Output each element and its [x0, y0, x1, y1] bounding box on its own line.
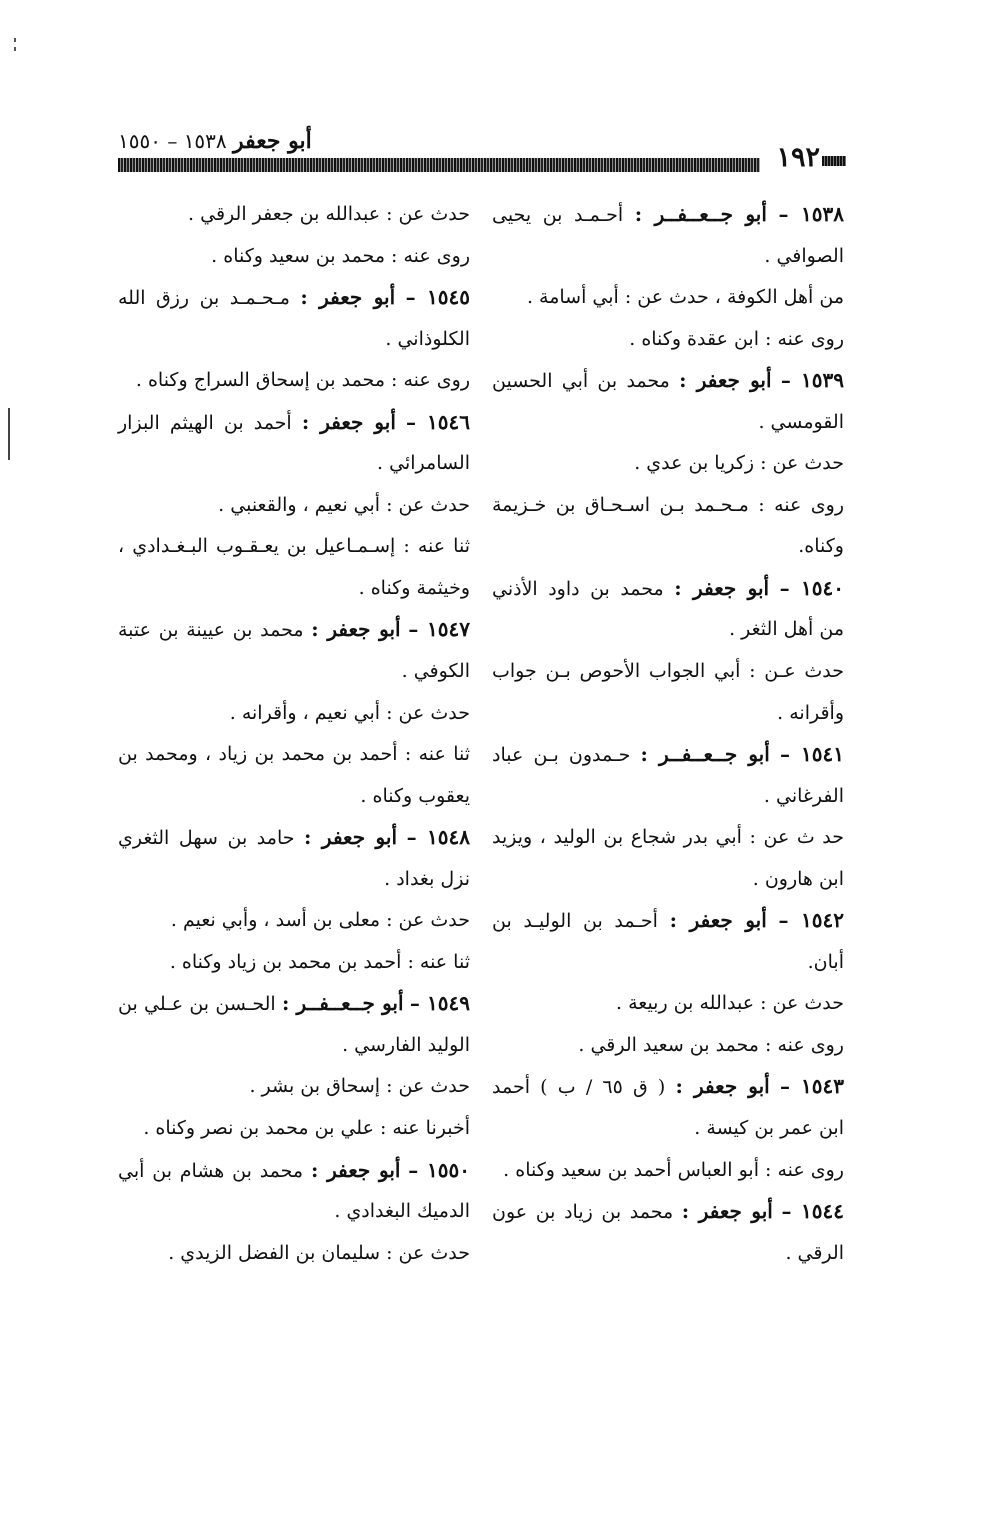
line-text: الحـسن بن عـلي بن	[118, 993, 276, 1016]
entry-heading-line	[492, 1066, 844, 1108]
text-line	[492, 485, 844, 527]
entry-number: ١٥٤٧ –	[408, 617, 470, 642]
running-title	[118, 128, 312, 154]
line-text: نزل بغداد .	[384, 867, 470, 890]
line-text: حدث عن : عبدالله بن ربيعة .	[616, 992, 844, 1015]
entry-heading-line	[118, 402, 470, 444]
entry-heading-line	[118, 609, 470, 651]
running-title-range: ١٥٣٨ – ١٥٥٠	[118, 129, 227, 153]
line-text: ثنا عنه : أحمد بن محمد بن زياد وكناه .	[169, 950, 470, 973]
line-text: الصوافي .	[764, 244, 844, 267]
text-line	[492, 609, 844, 651]
line-text: القومسي .	[758, 410, 844, 433]
header-rule-tab	[822, 156, 846, 166]
line-text: ابن عمر بن كيسة .	[694, 1117, 844, 1140]
text-line	[118, 1233, 470, 1275]
line-text: ( ق ٦٥ / ب ) أحمد	[492, 1076, 666, 1099]
line-text: حدث عن : معلى بن أسد ، وأبي نعيم .	[170, 909, 470, 932]
line-text: حدث عن : أبي نعيم ، وأقرانه .	[229, 701, 470, 724]
entry-kunya: أبو جــعــفــر :	[281, 991, 404, 1016]
text-line	[492, 443, 844, 485]
line-text: روى عنه : محمد بن إسحاق السراج وكناه .	[135, 369, 470, 392]
text-line	[492, 651, 844, 693]
text-line	[118, 1108, 470, 1150]
line-text: أخبرنا عنه : علي بن محمد بن نصر وكناه .	[143, 1117, 470, 1140]
entry-kunya: أبو جعفر :	[674, 575, 770, 600]
line-text: حدث عن : عبدالله بن جعفر الرقي .	[188, 203, 470, 225]
entry-heading-line	[118, 817, 470, 859]
text-line	[118, 526, 470, 568]
text-line	[492, 277, 844, 319]
line-text: ثنا عنه : إسـمـاعيل بن يعـقـوب البـغـدادي ،	[118, 535, 470, 558]
header-rule	[118, 158, 760, 172]
text-line	[118, 1191, 470, 1233]
text-line	[118, 568, 470, 610]
line-text: حد ث عن : أبي بدر شجاع بن الوليد ، ويزيد	[492, 826, 844, 849]
entry-number: ١٥٥٠ –	[408, 1157, 470, 1182]
line-text: حدث عن : زكريا بن عدي .	[634, 452, 844, 475]
entry-number: ١٥٤٨ –	[406, 825, 471, 850]
text-line	[118, 900, 470, 942]
line-text: الكوفي .	[401, 660, 470, 683]
page-header	[118, 118, 846, 176]
line-text: أحـمد بن الوليـد بن	[492, 910, 658, 933]
line-text: وأقرانه .	[777, 701, 844, 724]
text-line	[492, 402, 844, 444]
line-text: روى عنه : مـحـمد بـن اسـحـاق بن خـزيمة	[492, 493, 844, 516]
line-text: حـمدون بـن عباد	[492, 744, 631, 767]
page-number: ١٩٢	[776, 142, 820, 173]
entry-heading-line	[118, 983, 470, 1025]
text-line	[118, 443, 470, 485]
text-line	[492, 319, 844, 361]
entry-number: ١٥٣٨ –	[778, 202, 844, 226]
text-line	[118, 859, 470, 901]
entry-number: ١٥٤٤ –	[781, 1199, 845, 1224]
line-text: حامد بن سهل الثغري	[118, 827, 295, 850]
entry-kunya: أبو جعفر :	[675, 1074, 770, 1099]
text-line	[492, 693, 844, 735]
line-text: ابن هارون .	[752, 867, 844, 890]
line-text: مـحـمـد بن رزق الله	[118, 287, 290, 310]
entry-heading-line	[492, 1191, 844, 1233]
line-text: وكناه.	[798, 535, 844, 558]
text-line	[492, 776, 844, 818]
text-line	[492, 983, 844, 1025]
entry-number: ١٥٤٦ –	[406, 409, 470, 434]
entry-number: ١٥٤٢ –	[778, 908, 844, 933]
entry-heading-line	[118, 1150, 470, 1192]
running-title-name: أبو جعفر	[233, 128, 312, 154]
text-line	[492, 236, 844, 278]
line-text: السامرائي .	[377, 452, 470, 475]
line-text: روى عنه : أبو العباس أحمد بن سعيد وكناه .	[503, 1158, 844, 1181]
line-text: روى عنه : ابن عقدة وكناه .	[629, 327, 844, 350]
line-text: محمد بن داود الأذني	[492, 577, 664, 600]
line-text: حدث عن : إسحاق بن بشر .	[249, 1075, 470, 1098]
entry-number: ١٥٤٣ –	[779, 1074, 845, 1099]
line-text: حدث عن : أبي نعيم ، والقعنبي .	[218, 493, 470, 516]
entry-kunya: أبو جعفر :	[311, 617, 401, 642]
entry-number: ١٥٤١ –	[779, 742, 845, 767]
text-line	[118, 776, 470, 818]
line-text: الرقي .	[785, 1241, 844, 1264]
text-line	[118, 734, 470, 776]
scan-mark	[14, 38, 16, 52]
margin-mark	[8, 408, 10, 460]
text-line	[492, 817, 844, 859]
line-text: روى عنه : محمد بن سعيد وكناه .	[211, 244, 470, 267]
text-line	[118, 651, 470, 693]
line-text: أحـمـد بن يحيى	[492, 204, 624, 226]
right-column	[492, 194, 844, 1274]
entry-kunya: أبو جعفر :	[669, 908, 767, 933]
entry-kunya: أبو جــعــفــر :	[634, 202, 767, 226]
line-text: محمد بن هشام بن أبي	[118, 1159, 304, 1182]
text-line	[118, 236, 470, 278]
line-text: من أهل الثغر .	[729, 618, 844, 641]
line-text: الكلوذاني .	[385, 327, 470, 350]
entry-heading-line	[492, 900, 844, 942]
text-line	[492, 859, 844, 901]
entry-kunya: أبو جعفر :	[681, 1199, 773, 1224]
text-line	[492, 526, 844, 568]
entry-heading-line	[492, 194, 844, 236]
line-text: حدث عـن : أبي الجواب الأحوص بـن جواب	[492, 660, 844, 683]
line-text: روى عنه : محمد بن سعيد الرقي .	[578, 1033, 844, 1056]
entry-kunya: أبو جعفر :	[300, 285, 396, 310]
text-line	[118, 1025, 470, 1067]
entry-kunya: أبو جعفر :	[310, 1157, 401, 1182]
line-text: الفرغاني .	[763, 784, 844, 807]
line-text: محمد بن عيينة بن عتبة	[118, 619, 304, 642]
text-line	[492, 942, 844, 984]
text-line	[118, 194, 470, 236]
text-line	[492, 1108, 844, 1150]
line-text: وخيثمة وكناه .	[358, 576, 470, 599]
entry-heading-line	[492, 360, 844, 402]
entry-number: ١٥٣٩ –	[780, 368, 844, 393]
entry-number: ١٥٤٥ –	[405, 285, 470, 310]
left-column	[118, 194, 470, 1274]
text-line	[118, 319, 470, 361]
entry-number: ١٥٤٩ –	[409, 991, 470, 1016]
entry-kunya: أبو جعفر :	[304, 825, 397, 850]
text-line	[492, 1025, 844, 1067]
text-line	[118, 485, 470, 527]
line-text: الدميك البغدادي .	[334, 1200, 470, 1223]
text-line	[492, 1150, 844, 1192]
entry-number: ١٥٤٠ –	[779, 575, 844, 600]
text-line	[118, 360, 470, 402]
line-text: من أهل الكوفة ، حدث عن : أبي أسامة .	[526, 286, 844, 309]
entry-kunya: أبو جعفر :	[301, 409, 396, 434]
line-text: محمد بن زياد بن عون	[492, 1201, 674, 1224]
text-line	[118, 1066, 470, 1108]
entry-heading-line	[492, 568, 844, 610]
entry-kunya: أبو جعفر :	[679, 368, 772, 393]
text-line	[118, 693, 470, 735]
line-text: أحمد بن الهيثم البزار	[118, 411, 292, 434]
line-text: أبان.	[807, 950, 844, 973]
entry-heading-line	[492, 734, 844, 776]
line-text: يعقوب وكناه .	[360, 784, 470, 807]
text-line	[118, 942, 470, 984]
entry-heading-line	[118, 277, 470, 319]
entry-kunya: أبو جــعــفــر :	[640, 742, 770, 767]
line-text: حدث عن : سليمان بن الفضل الزيدي .	[168, 1241, 470, 1264]
line-text: محمد بن أبي الحسين	[492, 370, 670, 393]
text-line	[492, 1233, 844, 1275]
line-text: ثنا عنه : أحمد بن محمد بن زياد ، ومحمد بن	[118, 743, 470, 766]
line-text: الوليد الفارسي .	[342, 1033, 470, 1056]
